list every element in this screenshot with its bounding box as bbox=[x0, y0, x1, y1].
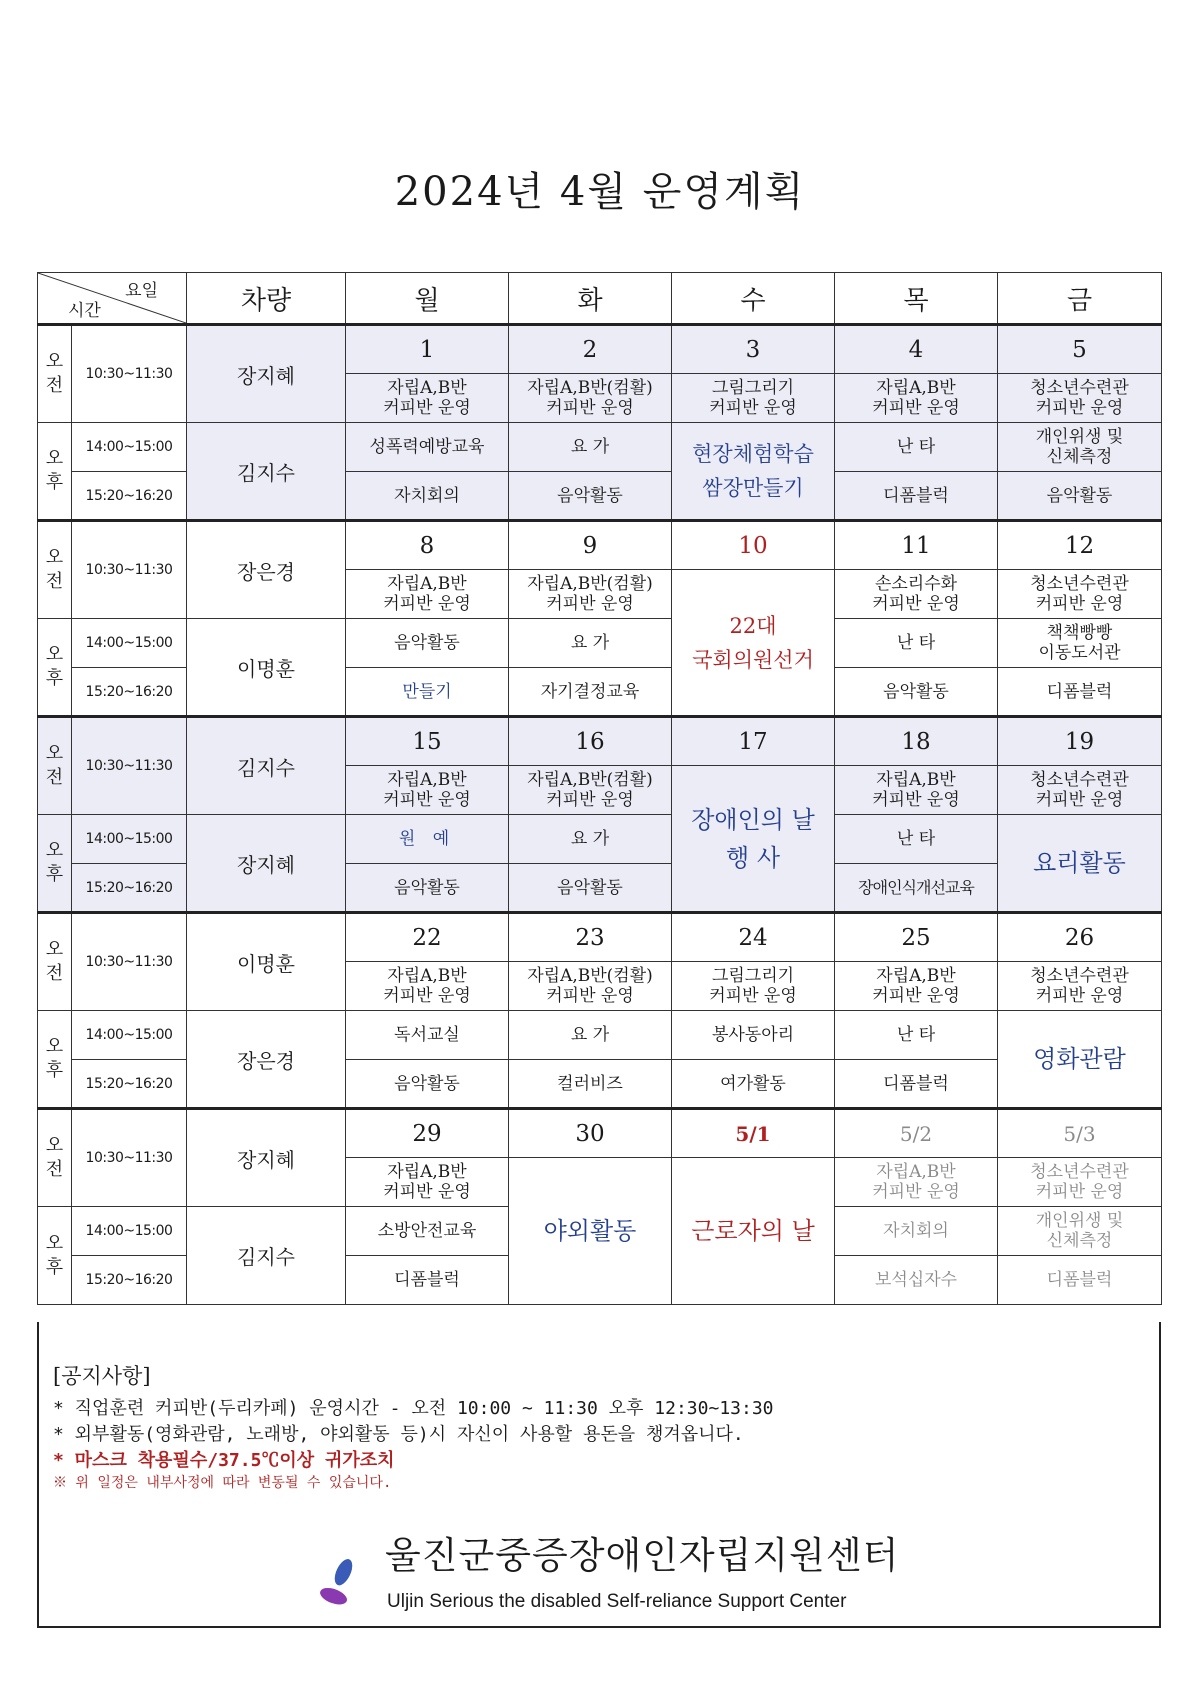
activity-cell: 성폭력예방교육 bbox=[346, 423, 509, 472]
activity-cell: 만들기 bbox=[346, 668, 509, 717]
date-cell: 1 bbox=[346, 325, 509, 374]
schedule-table bbox=[37, 272, 1162, 1305]
time-morning: 10:30~11:30 bbox=[72, 913, 187, 1011]
date-cell: 3 bbox=[672, 325, 835, 374]
activity-cell: 음악활동 bbox=[346, 864, 509, 913]
day-header-tue: 화 bbox=[509, 273, 672, 325]
activity-cell: 책책빵빵 이동도서관 bbox=[998, 619, 1162, 668]
driver-afternoon: 장지혜 bbox=[187, 815, 346, 913]
activity-cell: 개인위생 및 신체측정 bbox=[998, 423, 1162, 472]
date-cell: 19 bbox=[998, 717, 1162, 766]
activity-cell: 자립A,B반 커피반 운영 bbox=[346, 570, 509, 619]
time-pm1: 14:00~15:00 bbox=[72, 423, 187, 472]
date-cell: 12 bbox=[998, 521, 1162, 570]
driver-morning: 장지혜 bbox=[187, 1109, 346, 1207]
time-pm1: 14:00~15:00 bbox=[72, 1011, 187, 1060]
organization-english-name: Uljin Serious the disabled Self-reliance Support Center bbox=[387, 1591, 847, 1612]
activity-cell: 청소년수련관 커피반 운영 bbox=[998, 766, 1162, 815]
date-cell-holiday: 5/1 bbox=[672, 1109, 835, 1158]
pm-label: 오 후 bbox=[38, 1011, 72, 1109]
notice-box bbox=[37, 1322, 1161, 1628]
time-pm2: 15:20~16:20 bbox=[72, 1060, 187, 1109]
activity-cell: 난 타 bbox=[835, 619, 998, 668]
activity-cell: 음악활동 bbox=[509, 864, 672, 913]
activity-cell: 자치회의 bbox=[346, 472, 509, 521]
activity-cell: 장애인식개선교육 bbox=[835, 864, 998, 913]
event-cell-movie: 영화관람 bbox=[998, 1011, 1162, 1109]
event-cell-outdoor: 야외활동 bbox=[509, 1158, 672, 1305]
time-label: 시간 bbox=[68, 301, 101, 321]
activity-cell: 난 타 bbox=[835, 815, 998, 864]
corner-header bbox=[38, 273, 187, 325]
day-header-thu: 목 bbox=[835, 273, 998, 325]
page-title: 2024년 4월 운영계획 bbox=[394, 169, 806, 215]
time-pm1: 14:00~15:00 bbox=[72, 619, 187, 668]
date-cell: 30 bbox=[509, 1109, 672, 1158]
date-cell: 16 bbox=[509, 717, 672, 766]
pm-label: 오 후 bbox=[38, 1207, 72, 1305]
activity-cell: 요 가 bbox=[509, 423, 672, 472]
time-pm2: 15:20~16:20 bbox=[72, 864, 187, 913]
pm-label: 오 후 bbox=[38, 619, 72, 717]
event-cell-disability-day: 장애인의 날 행 사 bbox=[672, 766, 835, 913]
activity-cell: 디폼블럭 bbox=[998, 668, 1162, 717]
notice-heading: [공지사항] bbox=[53, 1364, 151, 1388]
event-cell-election: 22대 국회의원선거 bbox=[672, 570, 835, 717]
activity-cell: 봉사동아리 bbox=[672, 1011, 835, 1060]
activity-cell: 손소리수화 커피반 운영 bbox=[835, 570, 998, 619]
activity-cell: 디폼블럭 bbox=[835, 1060, 998, 1109]
activity-cell: 그림그리기 커피반 운영 bbox=[672, 374, 835, 423]
activity-cell: 자립A,B반 커피반 운영 bbox=[835, 1158, 998, 1207]
activity-cell: 컬러비즈 bbox=[509, 1060, 672, 1109]
date-cell: 9 bbox=[509, 521, 672, 570]
activity-cell: 자립A,B반 커피반 운영 bbox=[835, 766, 998, 815]
time-pm2: 15:20~16:20 bbox=[72, 472, 187, 521]
activity-cell: 자립A,B반 커피반 운영 bbox=[346, 1158, 509, 1207]
activity-cell: 자립A,B반(컴활) 커피반 운영 bbox=[509, 570, 672, 619]
activity-cell: 자치회의 bbox=[835, 1207, 998, 1256]
date-cell: 5 bbox=[998, 325, 1162, 374]
date-cell: 22 bbox=[346, 913, 509, 962]
activity-cell: 디폼블럭 bbox=[346, 1256, 509, 1305]
organization-logo-icon bbox=[307, 1553, 369, 1615]
event-cell-labor-day: 근로자의 날 bbox=[672, 1158, 835, 1305]
date-cell-next-month: 5/3 bbox=[998, 1109, 1162, 1158]
date-cell: 17 bbox=[672, 717, 835, 766]
activity-cell: 디폼블럭 bbox=[835, 472, 998, 521]
organization-name: 울진군중증장애인자립지원센터 bbox=[385, 1534, 900, 1577]
activity-cell: 자립A,B반(컴활) 커피반 운영 bbox=[509, 962, 672, 1011]
activity-cell: 자립A,B반 커피반 운영 bbox=[835, 962, 998, 1011]
event-cell-cooking: 요리활동 bbox=[998, 815, 1162, 913]
am-label: 오 전 bbox=[38, 1109, 72, 1207]
time-morning: 10:30~11:30 bbox=[72, 717, 187, 815]
activity-cell: 독서교실 bbox=[346, 1011, 509, 1060]
driver-morning: 장지혜 bbox=[187, 325, 346, 423]
day-header-fri: 금 bbox=[998, 273, 1162, 325]
day-header-mon: 월 bbox=[346, 273, 509, 325]
driver-morning: 이명훈 bbox=[187, 913, 346, 1011]
activity-cell: 음악활동 bbox=[346, 1060, 509, 1109]
activity-cell: 청소년수련관 커피반 운영 bbox=[998, 570, 1162, 619]
am-label: 오 전 bbox=[38, 717, 72, 815]
driver-afternoon: 장은경 bbox=[187, 1011, 346, 1109]
date-cell: 23 bbox=[509, 913, 672, 962]
driver-afternoon: 김지수 bbox=[187, 1207, 346, 1305]
date-cell: 25 bbox=[835, 913, 998, 962]
day-label: 요일 bbox=[125, 281, 158, 301]
activity-cell: 청소년수련관 커피반 운영 bbox=[998, 1158, 1162, 1207]
activity-cell: 음악활동 bbox=[998, 472, 1162, 521]
activity-cell: 난 타 bbox=[835, 423, 998, 472]
date-cell: 26 bbox=[998, 913, 1162, 962]
time-pm1: 14:00~15:00 bbox=[72, 815, 187, 864]
activity-cell: 원 예 bbox=[346, 815, 509, 864]
activity-cell: 자립A,B반 커피반 운영 bbox=[346, 374, 509, 423]
activity-cell: 개인위생 및 신체측정 bbox=[998, 1207, 1162, 1256]
activity-cell: 자립A,B반 커피반 운영 bbox=[346, 766, 509, 815]
date-cell: 29 bbox=[346, 1109, 509, 1158]
date-cell: 15 bbox=[346, 717, 509, 766]
pm-label: 오 후 bbox=[38, 815, 72, 913]
date-cell: 18 bbox=[835, 717, 998, 766]
am-label: 오 전 bbox=[38, 913, 72, 1011]
date-cell: 8 bbox=[346, 521, 509, 570]
activity-cell: 요 가 bbox=[509, 1011, 672, 1060]
activity-cell: 자립A,B반(컴활) 커피반 운영 bbox=[509, 766, 672, 815]
activity-cell: 그림그리기 커피반 운영 bbox=[672, 962, 835, 1011]
activity-cell: 요 가 bbox=[509, 619, 672, 668]
date-cell-holiday: 10 bbox=[672, 521, 835, 570]
activity-cell: 소방안전교육 bbox=[346, 1207, 509, 1256]
event-cell: 현장체험학습 쌈장만들기 bbox=[672, 423, 835, 521]
date-cell: 2 bbox=[509, 325, 672, 374]
activity-cell: 청소년수련관 커피반 운영 bbox=[998, 374, 1162, 423]
activity-cell: 자립A,B반 커피반 운영 bbox=[346, 962, 509, 1011]
notice-line: * 외부활동(영화관람, 노래방, 야외활동 등)시 자신이 사용할 용돈을 챙겨옵니다. bbox=[53, 1424, 744, 1445]
activity-cell: 자기결정교육 bbox=[509, 668, 672, 717]
driver-morning: 장은경 bbox=[187, 521, 346, 619]
am-label: 오 전 bbox=[38, 325, 72, 423]
date-cell: 11 bbox=[835, 521, 998, 570]
notice-line-note: ※ 위 일정은 내부사정에 따라 변동될 수 있습니다. bbox=[53, 1475, 392, 1491]
driver-afternoon: 김지수 bbox=[187, 423, 346, 521]
activity-cell: 음악활동 bbox=[346, 619, 509, 668]
time-pm2: 15:20~16:20 bbox=[72, 668, 187, 717]
time-morning: 10:30~11:30 bbox=[72, 521, 187, 619]
time-pm2: 15:20~16:20 bbox=[72, 1256, 187, 1305]
notice-line: * 직업훈련 커피반(두리카페) 운영시간 - 오전 10:00 ~ 11:30 오후 12:30~13:30 bbox=[53, 1398, 774, 1419]
activity-cell: 디폼블럭 bbox=[998, 1256, 1162, 1305]
activity-cell: 자립A,B반(컴활) 커피반 운영 bbox=[509, 374, 672, 423]
activity-cell: 청소년수련관 커피반 운영 bbox=[998, 962, 1162, 1011]
driver-header: 차량 bbox=[187, 273, 346, 325]
time-pm1: 14:00~15:00 bbox=[72, 1207, 187, 1256]
driver-afternoon: 이명훈 bbox=[187, 619, 346, 717]
day-header-wed: 수 bbox=[672, 273, 835, 325]
time-morning: 10:30~11:30 bbox=[72, 1109, 187, 1207]
pm-label: 오 후 bbox=[38, 423, 72, 521]
time-morning: 10:30~11:30 bbox=[72, 325, 187, 423]
date-cell: 24 bbox=[672, 913, 835, 962]
activity-cell: 난 타 bbox=[835, 1011, 998, 1060]
notice-line-warning: * 마스크 착용필수/37.5℃이상 귀가조치 bbox=[53, 1450, 395, 1471]
activity-cell: 여가활동 bbox=[672, 1060, 835, 1109]
date-cell: 4 bbox=[835, 325, 998, 374]
am-label: 오 전 bbox=[38, 521, 72, 619]
activity-cell: 음악활동 bbox=[509, 472, 672, 521]
activity-cell: 음악활동 bbox=[835, 668, 998, 717]
activity-cell: 보석십자수 bbox=[835, 1256, 998, 1305]
activity-cell: 자립A,B반 커피반 운영 bbox=[835, 374, 998, 423]
activity-cell: 요 가 bbox=[509, 815, 672, 864]
driver-morning: 김지수 bbox=[187, 717, 346, 815]
date-cell-next-month: 5/2 bbox=[835, 1109, 998, 1158]
